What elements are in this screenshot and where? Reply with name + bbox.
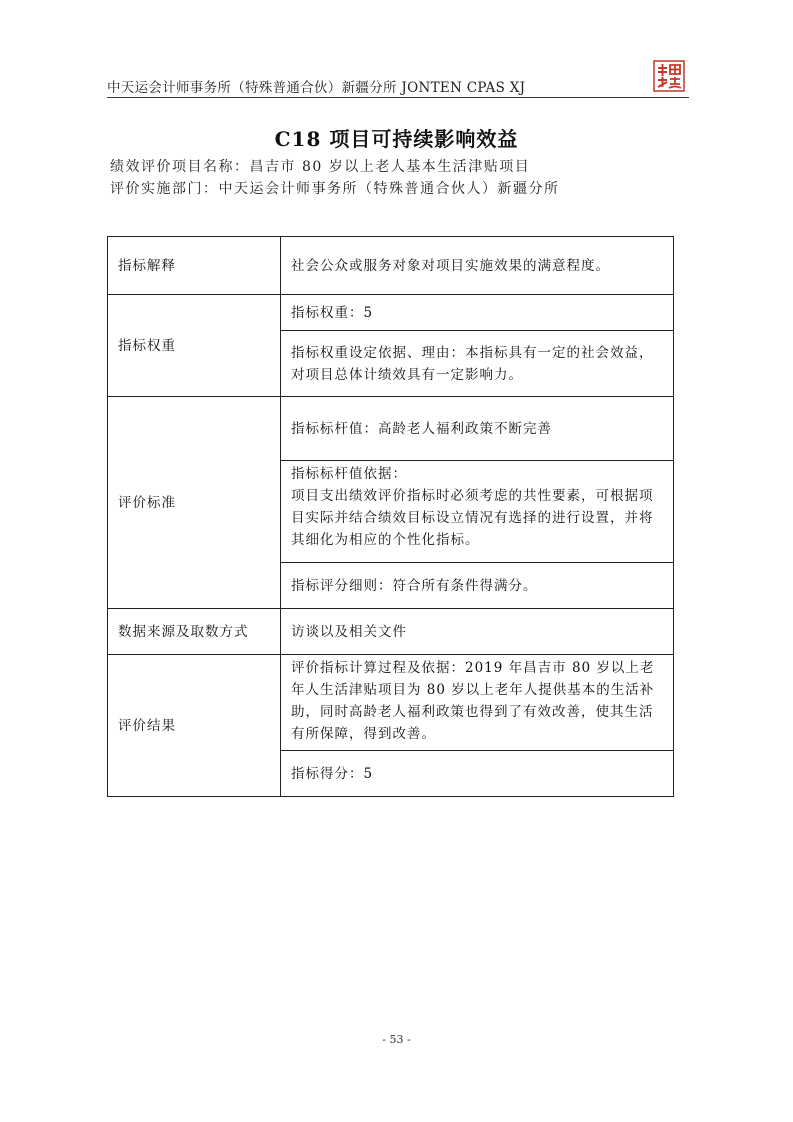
standard-label: 评价标准: [108, 397, 281, 609]
explanation-label: 指标解释: [108, 237, 281, 295]
result-process: 评价指标计算过程及依据：2019 年昌吉市 80 岁以上老年人生活津贴项目为 80 岁以上老年人提供基本的生活补助，同时高龄老人福利政策也得到了有效改善，使其生活有所保障，得到改善。: [281, 655, 674, 751]
evaluation-department: 评价实施部门：中天运会计师事务所（特殊普通合伙人）新疆分所: [110, 181, 560, 197]
page-header: 中天运会计师事务所（特殊普通合伙）新疆分所 JONTEN CPAS XJ: [107, 80, 526, 96]
benchmark-basis: [281, 461, 674, 563]
table-row: [108, 655, 674, 751]
page-title: C18 项目可持续影响效益: [274, 127, 519, 151]
data-source-value: 访谈以及相关文件: [281, 609, 674, 655]
weight-basis: 指标权重设定依据、理由：本指标具有一定的社会效益，对项目总体计绩效具有一定影响力。: [281, 331, 674, 397]
project-name: 绩效评价项目名称：昌吉市 80 岁以上老人基本生活津贴项目: [110, 159, 531, 175]
table-row: [108, 295, 674, 331]
table-row: [108, 609, 674, 655]
scoring-rule: 指标评分细则：符合所有条件得满分。: [281, 563, 674, 609]
indicator-table: [107, 236, 674, 797]
result-score: 指标得分：5: [281, 751, 674, 797]
weight-label: 指标权重: [108, 295, 281, 397]
benchmark-value: 指标标杆值：高龄老人福利政策不断完善: [281, 397, 674, 461]
result-label: 评价结果: [108, 655, 281, 797]
weight-value: 指标权重：5: [281, 295, 674, 331]
page-number: - 53 -: [382, 1033, 411, 1046]
firm-logo: [653, 60, 685, 92]
data-source-label: 数据来源及取数方式: [108, 609, 281, 655]
header-divider: [107, 97, 689, 98]
table-row: [108, 397, 674, 461]
table-row: [108, 237, 674, 295]
explanation-value: 社会公众或服务对象对项目实施效果的满意程度。: [281, 237, 674, 295]
benchmark-basis-text: 项目支出绩效评价指标时必须考虑的共性要素，可根据项目实际并结合绩效目标设立情况有选择的进行设置，并将其细化为相应的个性化指标。: [291, 488, 654, 548]
benchmark-basis-title: 指标标杆值依据：: [291, 466, 407, 482]
